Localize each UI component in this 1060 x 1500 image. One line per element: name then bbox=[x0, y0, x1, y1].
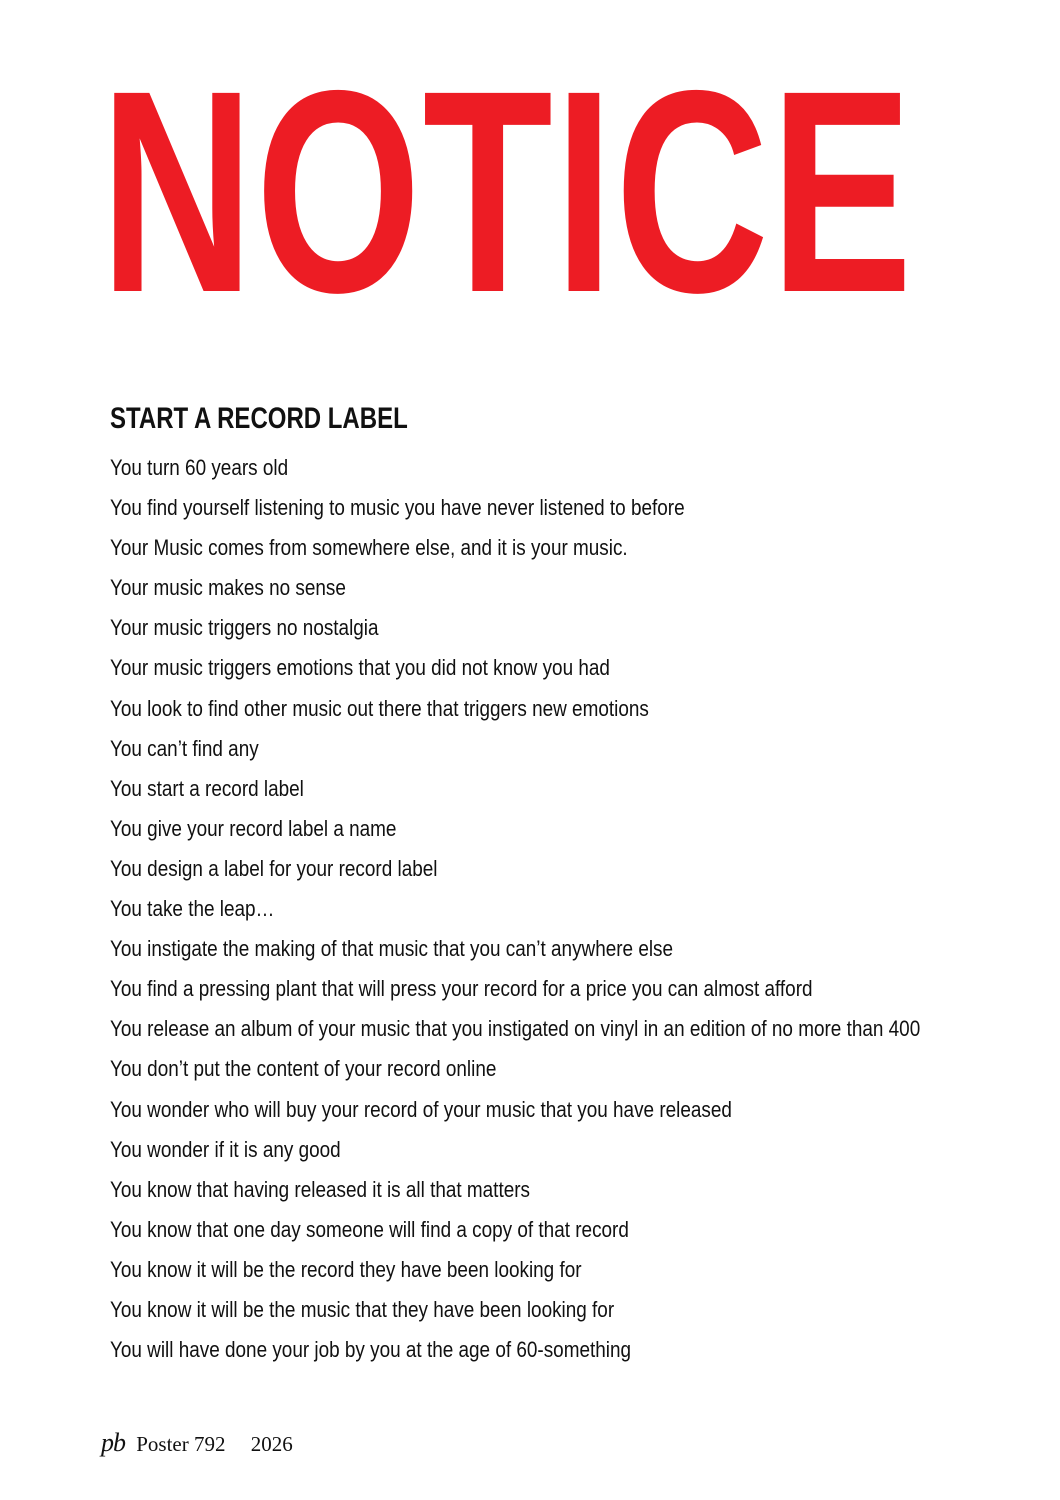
poster-line: You wonder if it is any good bbox=[110, 1136, 341, 1162]
poster-line: You will have done your job by you at the age of 60-something bbox=[110, 1337, 632, 1363]
poster-line: You start a record label bbox=[110, 775, 304, 801]
poster-line: You wonder who will buy your record of your music that you have released bbox=[110, 1096, 732, 1122]
poster-line: Your music triggers no nostalgia bbox=[110, 615, 379, 641]
poster-line: You don’t put the content of your record online bbox=[110, 1056, 497, 1082]
poster-line: You design a label for your record label bbox=[110, 855, 438, 881]
poster-line: You know it will be the record they have been looking for bbox=[110, 1256, 582, 1282]
poster-line: You can’t find any bbox=[110, 735, 259, 761]
poster-line: Your Music comes from somewhere else, and it is your music. bbox=[110, 535, 628, 561]
poster-line: You turn 60 years old bbox=[110, 455, 289, 480]
poster-line: You instigate the making of that music that you can’t anywhere else bbox=[110, 936, 674, 962]
poster-line: You know that one day someone will find a copy of that record bbox=[110, 1216, 629, 1242]
poster-footer bbox=[101, 1426, 293, 1461]
poster-line: You find a pressing plant that will press your record for a price you can almost afford bbox=[110, 976, 813, 1002]
poster-line: You take the leap… bbox=[110, 896, 275, 922]
poster-text-lines bbox=[110, 448, 1052, 1370]
publisher-logo: pb bbox=[101, 1428, 125, 1457]
poster-line: You release an album of your music that you instigated on vinyl in an edition of no more than 400 bbox=[110, 1016, 921, 1042]
poster-line: You give your record label a name bbox=[110, 815, 397, 841]
poster-number: Poster 792 bbox=[136, 1432, 226, 1456]
poster-headline: NOTICE bbox=[100, 31, 915, 353]
poster-subtitle: START A RECORD LABEL bbox=[110, 402, 408, 435]
poster-line: Your music triggers emotions that you did not know you had bbox=[110, 655, 610, 681]
poster-line: You know that having released it is all that matters bbox=[110, 1176, 530, 1202]
poster-year: 2026 bbox=[250, 1432, 293, 1456]
poster-line: You look to find other music out there that triggers new emotions bbox=[110, 695, 649, 721]
poster-line: You know it will be the music that they have been looking for bbox=[110, 1296, 615, 1322]
poster-line: You find yourself listening to music you have never listened to before bbox=[110, 495, 685, 521]
poster-line: Your music makes no sense bbox=[110, 575, 346, 601]
